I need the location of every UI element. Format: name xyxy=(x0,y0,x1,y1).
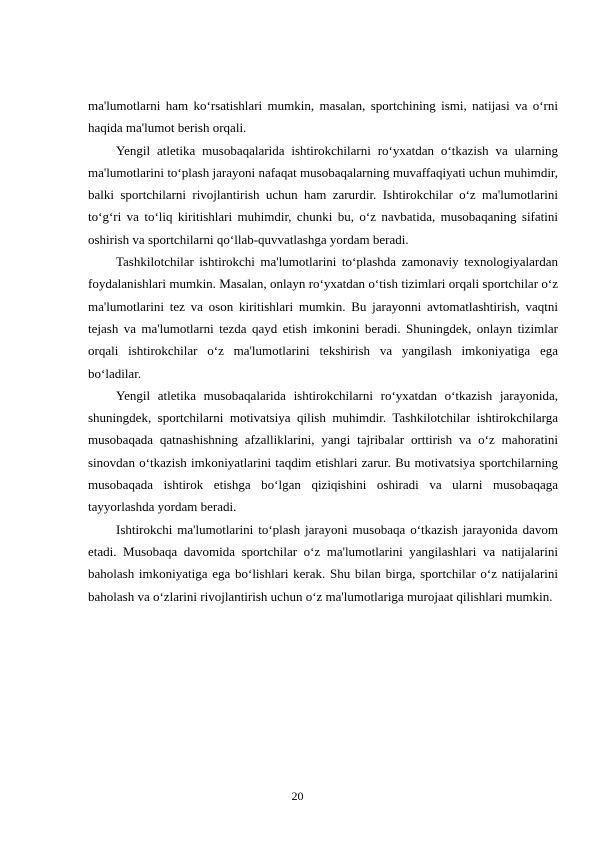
paragraph-data-collection: Ishtirokchi ma'lumotlarini to‘plash jarayoni musobaqa o‘tkazish jarayonida davom etadi. Musobaqa davomida sportchilar o‘z ma'lumotlarini yangilashlari va natijalarini baholash imkoniyatiga ega bo‘lishlari kerak. Shu bilan birga, sportchilar o‘z natijalarini baholash va o‘zlarini rivojlantirish uchun o‘z ma'lumotlariga murojaat qilishlari mumkin. xyxy=(88,521,558,604)
paragraph-continuation: ma'lumotlarni ham ko‘rsatishlari mumkin, masalan, sportchining ismi, natijasi va o‘rni haqida ma'lumot berish orqali. xyxy=(88,98,558,136)
page-content xyxy=(88,95,558,608)
paragraph-registration: Yengil atletika musobaqalarida ishtirokchilarni ro‘yxatdan o‘tkazish va ularning ma'lumotlarini to‘plash jarayoni nafaqat musobaqalarning muvaffaqiyati uchun muhimdir, balki sportchilarni rivojlantirish uchun ham zarurdir. Ishtirokchilar o‘z ma'lumotlarini to‘g‘ri va to‘liq kiritishlari muhimdir, chunki bu, o‘z navbatida, musobaqaning sifatini oshirish va sportchilarni qo‘llab-quvvatlashga yordam beradi. xyxy=(88,142,558,247)
page-number: 20 xyxy=(291,789,304,803)
paragraph-technology: Tashkilotchilar ishtirokchi ma'lumotlarini to‘plashda zamonaviy texnologiyalardan foydalanishlari mumkin. Masalan, onlayn ro‘yxatdan o‘tish tizimlari orqali sportchilar o‘z ma'lumotlarini tez va oson kiritishlari mumkin. Bu jarayonni avtomatlashtirish, vaqtni tejash va ma'lumotlarni tezda qayd etish imkonini beradi. Shuningdek, onlayn tizimlar orqali ishtirokchilar o‘z ma'lumotlarini tekshirish va yangilash imkoniyatiga ega bo‘ladilar. xyxy=(88,254,558,381)
paragraph-motivation: Yengil atletika musobaqalarida ishtirokchilarni ro‘yxatdan o‘tkazish jarayonida, shuningdek, sportchilarni motivatsiya qilish muhimdir. Tashkilotchilar ishtirokchilarga musobaqada qatnashishning afzalliklarini, yangi tajribalar orttirish va o‘z mahoratini sinovdan o‘tkazish imkoniyatlarini taqdim etishlari zarur. Bu motivatsiya sportchilarning musobaqada ishtirok etishga bo‘lgan qiziqishini oshiradi va ularni musobaqaga tayyorlashda yordam beradi. xyxy=(88,387,558,515)
